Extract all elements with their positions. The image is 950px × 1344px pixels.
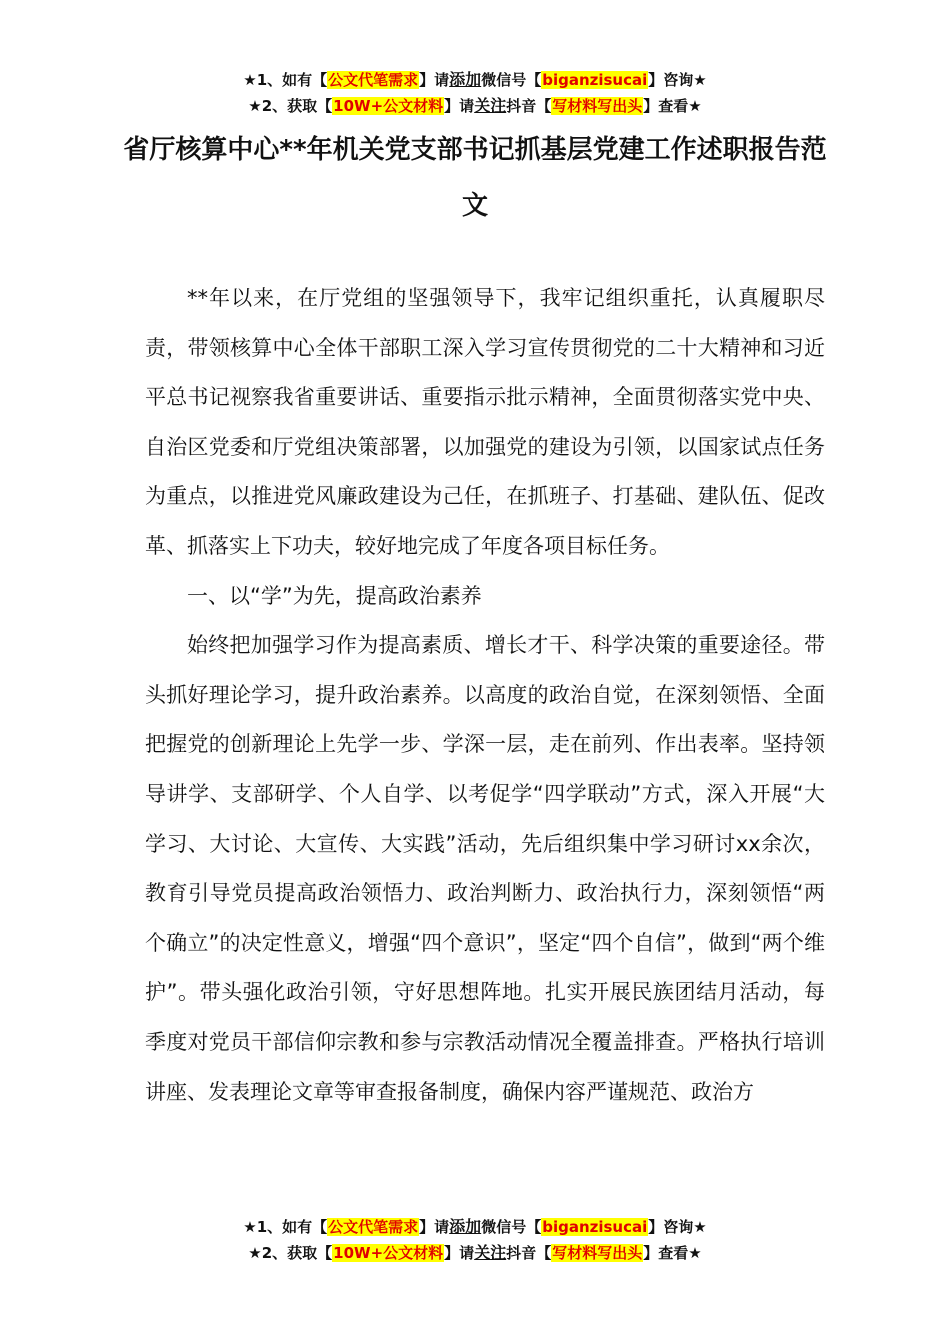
star-icon: ★ bbox=[248, 97, 262, 115]
promo-line-1 bbox=[0, 67, 950, 93]
promo-line-2 bbox=[0, 1240, 950, 1266]
promo-text: 】咨询 bbox=[648, 71, 694, 89]
underlined-text: 关注 bbox=[474, 96, 507, 115]
promo-text: 2、获取【 bbox=[261, 1244, 333, 1262]
star-icon: ★ bbox=[243, 71, 257, 89]
star-icon: ★ bbox=[688, 97, 702, 115]
promo-text: 】请 bbox=[419, 1218, 450, 1236]
highlight-service: 公文代笔需求 bbox=[328, 1218, 419, 1236]
highlight-wechat-id: biganzisucai bbox=[542, 71, 648, 89]
promo-text: 抖音【 bbox=[506, 97, 552, 115]
underlined-text: 关注 bbox=[474, 1243, 507, 1262]
star-icon: ★ bbox=[693, 1218, 707, 1236]
promo-text: 】查看 bbox=[643, 97, 689, 115]
promo-text: 抖音【 bbox=[506, 1244, 552, 1262]
promo-text: 】查看 bbox=[643, 1244, 689, 1262]
promo-text: 1、如有【 bbox=[256, 1218, 328, 1236]
promo-banner-top bbox=[0, 67, 950, 119]
promo-line-2 bbox=[0, 93, 950, 119]
highlight-douyin: 写材料写出头 bbox=[552, 97, 643, 115]
highlight-materials: 10W+公文材料 bbox=[333, 1244, 444, 1262]
star-icon: ★ bbox=[693, 71, 707, 89]
underlined-text: 添加 bbox=[449, 70, 482, 89]
highlight-materials: 10W+公文材料 bbox=[333, 97, 444, 115]
star-icon: ★ bbox=[248, 1244, 262, 1262]
highlight-service: 公文代笔需求 bbox=[328, 71, 419, 89]
promo-text: 微信号【 bbox=[481, 1218, 542, 1236]
promo-line-1 bbox=[0, 1214, 950, 1240]
paragraph-intro: **年以来，在厅党组的坚强领导下，我牢记组织重托，认真履职尽责，带领核算中心全体干部职工深入学习宣传贯彻党的二十大精神和习近平总书记视察我省重要讲话、重要指示批示精神，全面贯彻落实党中央、自治区党委和厅党组决策部署，以加强党的建设为引领，以国家试点任务为重点，以推进党风廉政建设为己任，在抓班子、打基础、建队伍、促改革、抓落实上下功夫，较好地完成了年度各项目标任务。 bbox=[145, 286, 825, 558]
promo-text: 】请 bbox=[444, 97, 475, 115]
highlight-wechat-id: biganzisucai bbox=[542, 1218, 648, 1236]
promo-text: 】请 bbox=[419, 71, 450, 89]
promo-text: 2、获取【 bbox=[261, 97, 333, 115]
section-heading: 一、以“学”为先，提高政治素养 bbox=[187, 583, 482, 608]
promo-text: 微信号【 bbox=[481, 71, 542, 89]
paragraph-study: 始终把加强学习作为提高素质、增长才干、科学决策的重要途径。带头抓好理论学习，提升政治素养。以高度的政治自觉，在深刻领悟、全面把握党的创新理论上先学一步、学深一层，走在前列、作出表率。坚持领导讲学、支部研学、个人自学、以考促学“四学联动”方式，深入开展“大学习、大讨论、大宣传、大实践”活动，先后组织集中学习研讨xx余次，教育引导党员提高政治领悟力、政治判断力、政治执行力，深刻领悟“两个确立”的决定性意义，增强“四个意识”，坚定“四个自信”，做到“两个维护”。带头强化政治引领，守好思想阵地。扎实开展民族团结月活动，每季度对党员干部信仰宗教和参与宗教活动情况全覆盖排查。严格执行培训讲座、发表理论文章等审查报备制度，确保内容严谨规范、政治方 bbox=[145, 633, 825, 1104]
promo-banner-bottom bbox=[0, 1214, 950, 1266]
highlight-douyin: 写材料写出头 bbox=[552, 1244, 643, 1262]
promo-text: 】请 bbox=[444, 1244, 475, 1262]
star-icon: ★ bbox=[243, 1218, 257, 1236]
underlined-text: 添加 bbox=[449, 1217, 482, 1236]
star-icon: ★ bbox=[688, 1244, 702, 1262]
document-body bbox=[145, 274, 825, 1117]
promo-text: 】咨询 bbox=[648, 1218, 694, 1236]
document-title: 省厅核算中心**年机关党支部书记抓基层党建工作述职报告范文 bbox=[123, 135, 827, 221]
promo-text: 1、如有【 bbox=[256, 71, 328, 89]
